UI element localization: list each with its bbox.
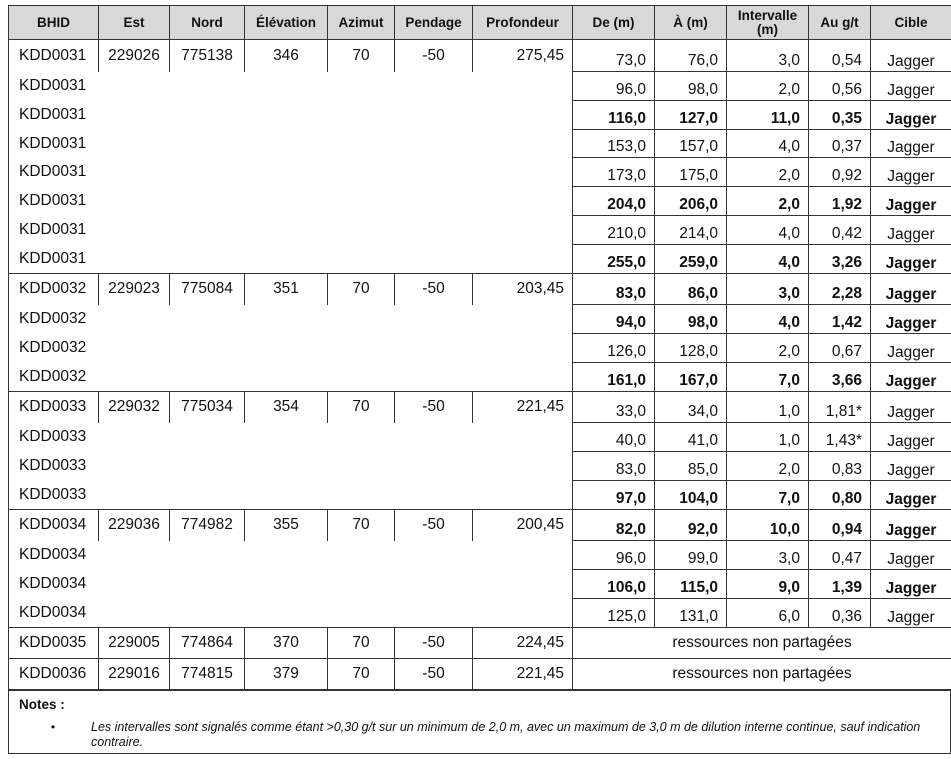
au-cell: 0,36 (809, 599, 871, 628)
empty-cell (99, 130, 573, 158)
a-cell: 157,0 (655, 130, 727, 158)
intervalle-cell: 4,0 (727, 305, 809, 334)
table-row (9, 599, 951, 628)
header-nord: Nord (170, 6, 245, 40)
intervalle-cell: 4,0 (727, 245, 809, 274)
table-row (9, 363, 951, 392)
profondeur-cell: 224,45 (473, 628, 573, 659)
au-cell: 0,94 (809, 510, 871, 541)
empty-cell (99, 305, 573, 334)
de-cell: 153,0 (573, 130, 655, 158)
au-cell: 1,92 (809, 187, 871, 216)
cible-cell: Jagger (871, 599, 951, 628)
cible-cell: Jagger (871, 392, 951, 423)
bhid-cell: KDD0035 (9, 628, 99, 659)
au-cell: 3,66 (809, 363, 871, 392)
resources-note-cell: ressources non partagées (573, 659, 951, 690)
cible-cell: Jagger (871, 187, 951, 216)
intervalle-cell: 4,0 (727, 130, 809, 158)
pendage-cell: -50 (395, 392, 473, 423)
profondeur-cell: 221,45 (473, 659, 573, 690)
au-cell: 0,92 (809, 158, 871, 187)
cible-cell: Jagger (871, 363, 951, 392)
header-bhid: BHID (9, 6, 99, 40)
de-cell: 83,0 (573, 274, 655, 305)
empty-cell (99, 481, 573, 510)
cible-cell: Jagger (871, 40, 951, 72)
intervalle-cell: 3,0 (727, 541, 809, 570)
de-cell: 255,0 (573, 245, 655, 274)
au-cell: 0,47 (809, 541, 871, 570)
elevation-cell: 355 (245, 510, 328, 541)
intervalle-cell: 2,0 (727, 334, 809, 363)
a-cell: 206,0 (655, 187, 727, 216)
au-cell: 1,42 (809, 305, 871, 334)
bullet-icon: • (50, 720, 56, 734)
a-cell: 175,0 (655, 158, 727, 187)
de-cell: 82,0 (573, 510, 655, 541)
azimut-cell: 70 (328, 274, 395, 305)
table-row (9, 130, 951, 158)
bhid-cell: KDD0034 (9, 541, 99, 570)
pendage-cell: -50 (395, 40, 473, 72)
cible-cell: Jagger (871, 305, 951, 334)
de-cell: 204,0 (573, 187, 655, 216)
de-cell: 161,0 (573, 363, 655, 392)
cible-cell: Jagger (871, 452, 951, 481)
intervalle-cell: 10,0 (727, 510, 809, 541)
header-elevation: Élévation (245, 6, 328, 40)
table-row (9, 274, 951, 305)
elevation-cell: 346 (245, 40, 328, 72)
est-cell: 229026 (99, 40, 170, 72)
au-cell: 0,42 (809, 216, 871, 245)
a-cell: 92,0 (655, 510, 727, 541)
bhid-cell: KDD0031 (9, 72, 99, 101)
bhid-cell: KDD0034 (9, 510, 99, 541)
intervalle-cell: 3,0 (727, 40, 809, 72)
azimut-cell: 70 (328, 659, 395, 690)
au-cell: 0,83 (809, 452, 871, 481)
empty-cell (99, 452, 573, 481)
a-cell: 34,0 (655, 392, 727, 423)
bhid-cell: KDD0031 (9, 187, 99, 216)
de-cell: 173,0 (573, 158, 655, 187)
au-cell: 0,35 (809, 101, 871, 130)
intervalle-cell: 2,0 (727, 452, 809, 481)
azimut-cell: 70 (328, 628, 395, 659)
table-row (9, 659, 951, 690)
a-cell: 98,0 (655, 305, 727, 334)
cible-cell: Jagger (871, 481, 951, 510)
table-row (9, 392, 951, 423)
bhid-cell: KDD0033 (9, 481, 99, 510)
table-row (9, 216, 951, 245)
nord-cell: 774864 (170, 628, 245, 659)
empty-cell (99, 599, 573, 628)
au-cell: 0,80 (809, 481, 871, 510)
bhid-cell: KDD0031 (9, 216, 99, 245)
empty-cell (99, 541, 573, 570)
intervalle-cell: 6,0 (727, 599, 809, 628)
au-cell: 0,67 (809, 334, 871, 363)
bhid-cell: KDD0033 (9, 392, 99, 423)
cible-cell: Jagger (871, 274, 951, 305)
header-au: Au g/t (809, 6, 871, 40)
a-cell: 167,0 (655, 363, 727, 392)
pendage-cell: -50 (395, 628, 473, 659)
empty-cell (99, 72, 573, 101)
de-cell: 96,0 (573, 72, 655, 101)
a-cell: 131,0 (655, 599, 727, 628)
nord-cell: 775084 (170, 274, 245, 305)
empty-cell (99, 101, 573, 130)
elevation-cell: 370 (245, 628, 328, 659)
table-row (9, 305, 951, 334)
table-row (9, 541, 951, 570)
a-cell: 259,0 (655, 245, 727, 274)
azimut-cell: 70 (328, 392, 395, 423)
intervalle-cell: 2,0 (727, 187, 809, 216)
intervalle-cell: 2,0 (727, 72, 809, 101)
table-row (9, 72, 951, 101)
table-row (9, 510, 951, 541)
profondeur-cell: 221,45 (473, 392, 573, 423)
au-cell: 0,54 (809, 40, 871, 72)
azimut-cell: 70 (328, 40, 395, 72)
elevation-cell: 351 (245, 274, 328, 305)
profondeur-cell: 200,45 (473, 510, 573, 541)
intervalle-cell: 3,0 (727, 274, 809, 305)
pendage-cell: -50 (395, 510, 473, 541)
cible-cell: Jagger (871, 510, 951, 541)
header-est: Est (99, 6, 170, 40)
a-cell: 128,0 (655, 334, 727, 363)
est-cell: 229036 (99, 510, 170, 541)
a-cell: 127,0 (655, 101, 727, 130)
bhid-cell: KDD0031 (9, 130, 99, 158)
au-cell: 0,56 (809, 72, 871, 101)
de-cell: 33,0 (573, 392, 655, 423)
empty-cell (99, 363, 573, 392)
cible-cell: Jagger (871, 334, 951, 363)
nord-cell: 775034 (170, 392, 245, 423)
pendage-cell: -50 (395, 659, 473, 690)
cible-cell: Jagger (871, 570, 951, 599)
intervalle-cell: 11,0 (727, 101, 809, 130)
de-cell: 83,0 (573, 452, 655, 481)
bhid-cell: KDD0033 (9, 423, 99, 452)
table-row (9, 481, 951, 510)
empty-cell (99, 245, 573, 274)
au-cell: 1,81* (809, 392, 871, 423)
empty-cell (99, 216, 573, 245)
bhid-cell: KDD0036 (9, 659, 99, 690)
est-cell: 229005 (99, 628, 170, 659)
bhid-cell: KDD0031 (9, 245, 99, 274)
intervalle-cell: 1,0 (727, 392, 809, 423)
de-cell: 125,0 (573, 599, 655, 628)
table-row (9, 334, 951, 363)
bhid-cell: KDD0032 (9, 305, 99, 334)
notes-title: Notes : (19, 697, 65, 712)
bhid-cell: KDD0031 (9, 158, 99, 187)
bhid-cell: KDD0032 (9, 334, 99, 363)
notes-text: Les intervalles sont signalés comme étant >0,30 g/t sur un minimum de 2,0 m, avec un maximum de 3,0 m de dilution interne continue, sauf indication contraire. (91, 720, 921, 749)
a-cell: 115,0 (655, 570, 727, 599)
de-cell: 210,0 (573, 216, 655, 245)
de-cell: 106,0 (573, 570, 655, 599)
bhid-cell: KDD0034 (9, 599, 99, 628)
est-cell: 229016 (99, 659, 170, 690)
pendage-cell: -50 (395, 274, 473, 305)
drill-results-table (8, 5, 951, 690)
elevation-cell: 379 (245, 659, 328, 690)
profondeur-cell: 203,45 (473, 274, 573, 305)
a-cell: 41,0 (655, 423, 727, 452)
bhid-cell: KDD0032 (9, 363, 99, 392)
au-cell: 1,43* (809, 423, 871, 452)
a-cell: 99,0 (655, 541, 727, 570)
table-header-row (9, 6, 951, 40)
au-cell: 0,37 (809, 130, 871, 158)
resources-note-cell: ressources non partagées (573, 628, 951, 659)
de-cell: 40,0 (573, 423, 655, 452)
notes-item (19, 720, 940, 750)
au-cell: 1,39 (809, 570, 871, 599)
empty-cell (99, 334, 573, 363)
cible-cell: Jagger (871, 245, 951, 274)
cible-cell: Jagger (871, 541, 951, 570)
header-azimut: Azimut (328, 6, 395, 40)
drill-results-document (8, 5, 951, 754)
nord-cell: 774815 (170, 659, 245, 690)
bhid-cell: KDD0031 (9, 40, 99, 72)
header-de: De (m) (573, 6, 655, 40)
cible-cell: Jagger (871, 216, 951, 245)
empty-cell (99, 158, 573, 187)
de-cell: 94,0 (573, 305, 655, 334)
cible-cell: Jagger (871, 101, 951, 130)
profondeur-cell: 275,45 (473, 40, 573, 72)
empty-cell (99, 423, 573, 452)
notes-section (8, 690, 951, 754)
table-row (9, 628, 951, 659)
header-a: À (m) (655, 6, 727, 40)
cible-cell: Jagger (871, 423, 951, 452)
cible-cell: Jagger (871, 158, 951, 187)
header-profondeur: Profondeur (473, 6, 573, 40)
au-cell: 3,26 (809, 245, 871, 274)
empty-cell (99, 570, 573, 599)
de-cell: 73,0 (573, 40, 655, 72)
header-pendage: Pendage (395, 6, 473, 40)
table-row (9, 423, 951, 452)
intervalle-cell: 4,0 (727, 216, 809, 245)
intervalle-cell: 9,0 (727, 570, 809, 599)
bhid-cell: KDD0032 (9, 274, 99, 305)
de-cell: 96,0 (573, 541, 655, 570)
table-row (9, 187, 951, 216)
table-row (9, 245, 951, 274)
a-cell: 86,0 (655, 274, 727, 305)
table-body (9, 40, 951, 690)
table-row (9, 40, 951, 72)
intervalle-cell: 7,0 (727, 481, 809, 510)
nord-cell: 775138 (170, 40, 245, 72)
de-cell: 126,0 (573, 334, 655, 363)
bhid-cell: KDD0034 (9, 570, 99, 599)
table-row (9, 570, 951, 599)
header-intervalle: Intervalle (m) (727, 6, 809, 40)
intervalle-cell: 7,0 (727, 363, 809, 392)
bhid-cell: KDD0033 (9, 452, 99, 481)
bhid-cell: KDD0031 (9, 101, 99, 130)
elevation-cell: 354 (245, 392, 328, 423)
intervalle-cell: 2,0 (727, 158, 809, 187)
cible-cell: Jagger (871, 130, 951, 158)
header-cible: Cible (871, 6, 951, 40)
est-cell: 229032 (99, 392, 170, 423)
a-cell: 85,0 (655, 452, 727, 481)
est-cell: 229023 (99, 274, 170, 305)
a-cell: 214,0 (655, 216, 727, 245)
azimut-cell: 70 (328, 510, 395, 541)
cible-cell: Jagger (871, 72, 951, 101)
a-cell: 76,0 (655, 40, 727, 72)
de-cell: 116,0 (573, 101, 655, 130)
table-row (9, 101, 951, 130)
a-cell: 98,0 (655, 72, 727, 101)
de-cell: 97,0 (573, 481, 655, 510)
intervalle-cell: 1,0 (727, 423, 809, 452)
table-row (9, 452, 951, 481)
nord-cell: 774982 (170, 510, 245, 541)
empty-cell (99, 187, 573, 216)
table-row (9, 158, 951, 187)
au-cell: 2,28 (809, 274, 871, 305)
a-cell: 104,0 (655, 481, 727, 510)
